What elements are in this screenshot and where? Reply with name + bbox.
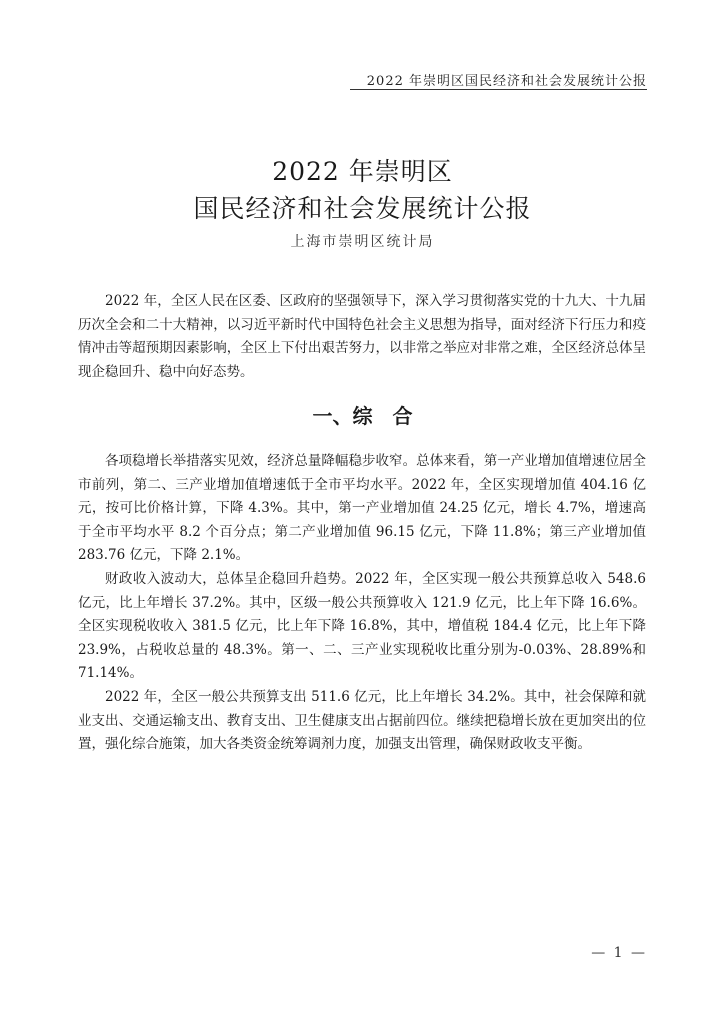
section-heading: 一、综 合: [312, 404, 413, 428]
paragraph: 财政收入波动大，总体呈企稳回升趋势。2022 年，全区实现一般公共预算总收入 548.6 亿元，比上年增长 37.2%。其中，区级一般公共预算收入 121.9 亿元，比上年下降 16.6%。全区实现税收收入 381.5 亿元，比上年下降 16.8%，其中，增值税 184.4 亿元，比上年下降 23.9%，占税收总量的 48.3%。第一、二、三产业实现税收比重分别为-0.03%、28.89%和 71.14%。: [78, 570, 646, 682]
section-body: [78, 450, 646, 757]
document-issuer: 上海市崇明区统计局: [290, 234, 435, 250]
header-rule: [350, 89, 647, 90]
intro-section: [78, 290, 646, 384]
title-block: [0, 155, 725, 251]
paragraph: 2022 年，全区一般公共预算支出 511.6 亿元，比上年增长 34.2%。其中，社会保障和就业支出、交通运输支出、教育支出、卫生健康支出占据前四位。继续把稳增长放在更加突出的位置，强化综合施策，加大各类资金统筹调剂力度，加强支出管理，确保财政收支平衡。: [78, 688, 646, 753]
paragraph: 各项稳增长举措落实见效，经济总量降幅稳步收窄。总体来看，第一产业增加值增速位居全市前列，第二、三产业增加值增速低于全市平均水平。2022 年，全区实现增加值 404.16 亿元，按可比价格计算，下降 4.3%。其中，第一产业增加值 24.25 亿元，增长 4.7%，增速高于全市平均水平 8.2 个百分点；第二产业增加值 96.15 亿元，下降 11.8%；第三产业增加值 283.76 亿元，下降 2.1%。: [78, 453, 646, 564]
page-number: — 1 —: [591, 945, 647, 961]
intro-paragraph: 2022 年，全区人民在区委、区政府的坚强领导下，深入学习贯彻落实党的十九大、十九届历次全会和二十大精神，以习近平新时代中国特色社会主义思想为指导，面对经济下行压力和疫情冲击等超预期因素影响，全区上下付出艰苦努力，以非常之举应对非常之难，全区经济总体呈现企稳回升、稳中向好态势。: [78, 293, 646, 380]
document-title-line1: 2022 年崇明区: [272, 157, 453, 186]
document-title-line2: 国民经济和社会发展统计公报: [193, 194, 532, 223]
running-header: 2022 年崇明区国民经济和社会发展统计公报: [366, 74, 647, 89]
